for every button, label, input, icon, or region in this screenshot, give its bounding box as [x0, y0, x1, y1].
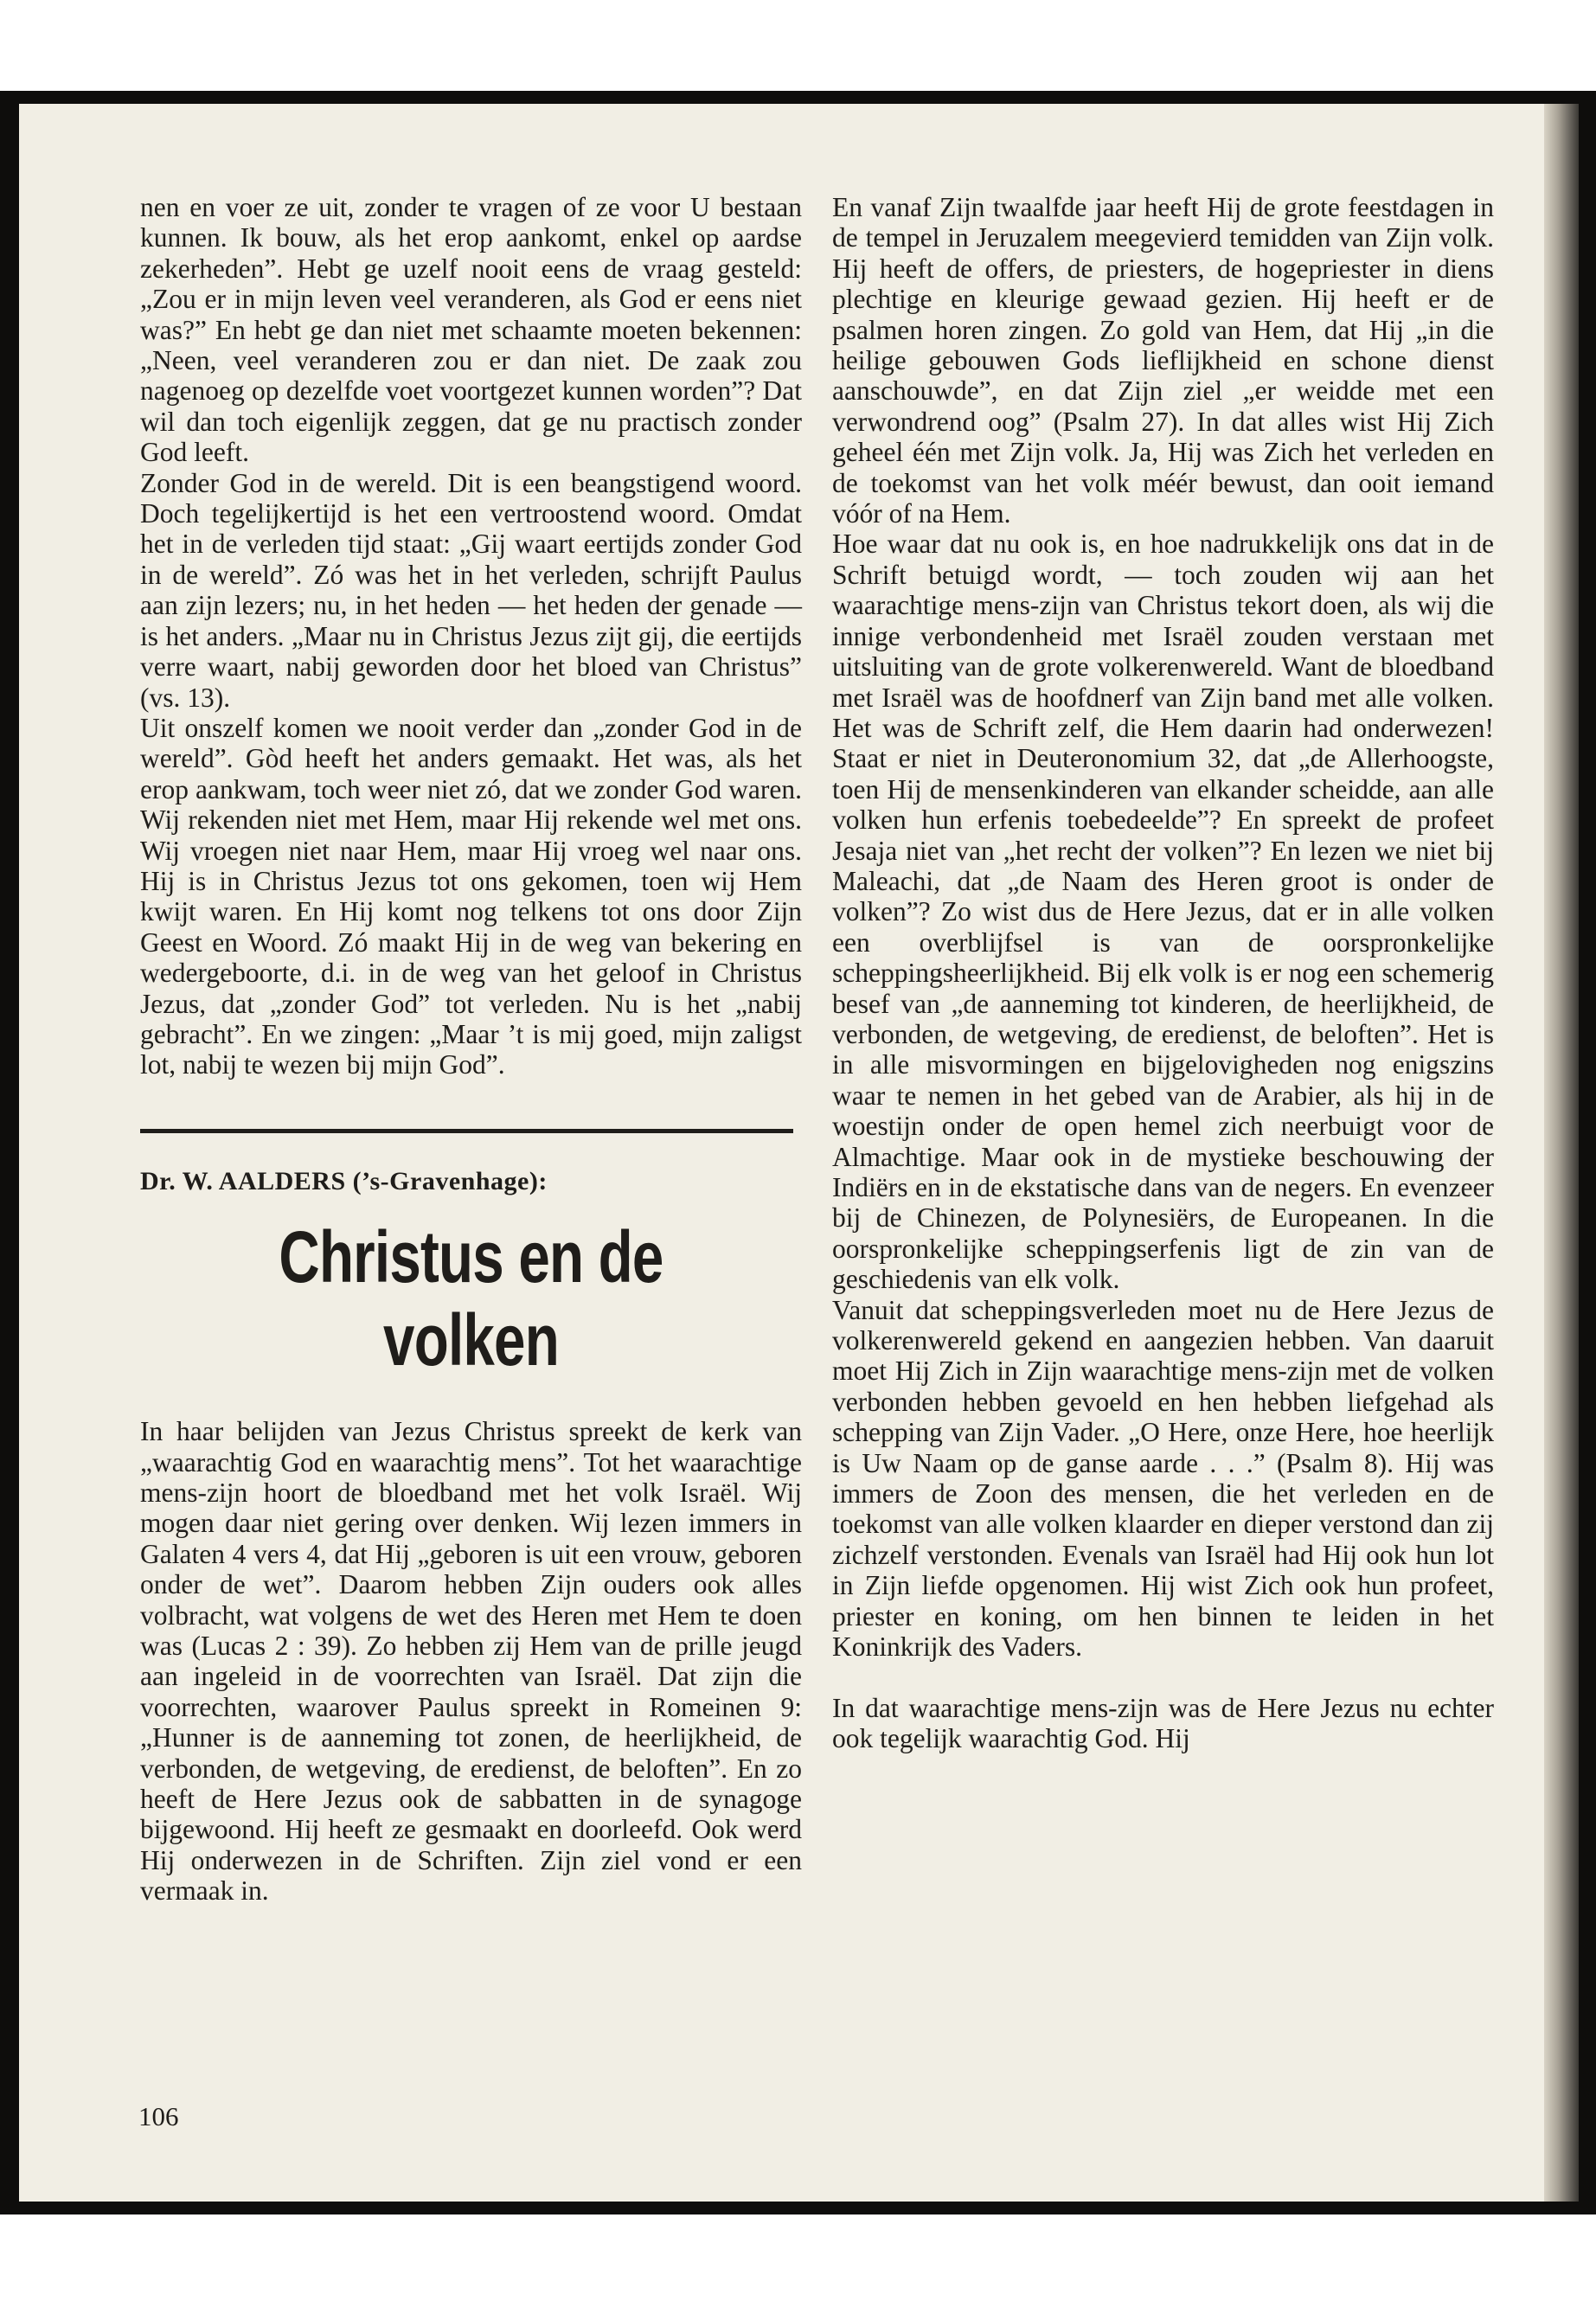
section-divider — [140, 1129, 793, 1133]
body-paragraph: In haar belijden van Jezus Christus spreekt de kerk van „waarachtig God en waarachtig mens”. Tot het waarachtige mens-zijn hoort de bloedband met het volk Israël. Wij mogen daar niet gering over denken. Wij lezen immers in Galaten 4 vers 4, dat Hij „geboren is uit een vrouw, geboren onder de wet”. Daarom hebben Zijn ouders ook alles volbracht, wat volgens de wet des Heren met Hem te doen was (Lucas 2 : 39). Zo hebben zij Hem van de prille jeugd aan ingeleid in de voorrechten van Israël. Dat zijn die voorrechten, waarover Paulus spreekt in Romeinen 9: „Hunner is de aanneming tot zonen, de heerlijkheid, de verbonden, de wetgeving, de eredienst, de beloften”. En zo heeft de Here Jezus ook de sabbatten in de synagoge bijgewoond. Hij heeft ze gesmaakt en doorleefd. Ook werd Hij onderwezen in de Schriften. Zijn ziel vond er een vermaak in. — [140, 1416, 802, 1907]
body-paragraph: Vanuit dat scheppingsverleden moet nu de Here Jezus de volkerenwereld gekend en aangezien hebben. Van daaruit moet Hij Zich in Zijn waarachtige mens-zijn met de volken verbonden hebben gevoeld en hen hebben liefgehad als schepping van Zijn Vader. „O Here, onze Here, hoe heerlijk is Uw Naam op de ganse aarde . . .” (Psalm 8). Hij was immers de Zoon des mensen, die het verleden en de toekomst van alle volken klaarder en dieper verstond dan zij zichzelf verstonden. Evenals van Israël had Hij ook hun lot in Zijn liefde opgenomen. Hij wist Zich ook hun profeet, priester en koning, om hen binnen te leiden in het Koninkrijk des Vaders. — [832, 1294, 1494, 1663]
intro-paragraph: Uit onszelf komen we nooit verder dan „zonder God in de wereld”. Gòd heeft het anders gemaakt. Het was, als het erop aankwam, toch weer niet zó, dat we zonder God waren. Wij rekenden niet met Hem, maar Hij rekende wel met ons. Wij vroegen niet naar Hem, maar Hij vroeg wel naar ons. Hij is in Christus Jezus tot ons gekomen, toen wij Hem kwijt waren. En Hij komt nog telkens tot ons door Zijn Geest en Woord. Zó maakt Hij in de weg van bekering en wedergeboorte, d.i. in de weg van het geloof in Christus Jezus, dat „zonder God” tot verleden. Nu is het „nabij gebracht”. En we zingen: „Maar ’t is mij goed, mijn zaligst lot, nabij te wezen bij mijn God”. — [140, 712, 802, 1080]
intro-paragraph: nen en voer ze uit, zonder te vragen of ze voor U bestaan kunnen. Ik bouw, als het erop aankomt, enkel op aardse zekerheden”. Hebt ge uzelf nooit eens de vraag gesteld: „Zou er in mijn leven veel veranderen, als God er eens niet was?” En hebt ge dan niet met schaamte moeten bekennen: „Neen, veel veranderen zou er dan niet. De zaak zou nagenoeg op dezelfde voet voortgezet kunnen worden”? Dat wil dan toch eigenlijk zeggen, dat ge nu practisch zonder God leeft. — [140, 192, 802, 468]
author-byline: Dr. W. AALDERS (’s-Gravenhage): — [140, 1166, 548, 1195]
body-paragraph: In dat waarachtige mens-zijn was de Here Jezus nu echter ook tegelijk waarachtig God. Hij — [832, 1692, 1494, 1753]
right-column — [832, 192, 1494, 1753]
page-spine-shadow — [1544, 104, 1579, 2202]
page-number: 106 — [138, 2101, 179, 2131]
intro-paragraph: Zonder God in de wereld. Dit is een beangstigend woord. Doch tegelijkertijd is het een vertroostend woord. Omdat het in de verleden tijd staat: „Gij waart eertijds zonder God in de wereld”. Zó was het in het verleden, schrijft Paulus aan zijn lezers; nu, in het heden — het heden der genade — is het anders. „Maar nu in Christus Jezus zijt gij, die eertijds verre waart, nabij geworden door het bloed van Christus” (vs. 13). — [140, 467, 802, 713]
left-column — [140, 192, 802, 1907]
article-title: Christus en de volken — [279, 1216, 663, 1381]
paragraph-gap — [832, 1663, 1494, 1693]
body-paragraph: Hoe waar dat nu ook is, en hoe nadrukkelijk ons dat in de Schrift betuigd wordt, — toch zouden wij aan het waarachtige mens-zijn van Christus tekort doen, als wij die innige verbondenheid met Israël zouden verstaan met uitsluiting van de grote volkerenwereld. Want de bloedband met Israël was de hoofdnerf van Zijn band met alle volken. Het was de Schrift zelf, die Hem daarin had onderwezen! Staat er niet in Deuteronomium 32, dat „de Allerhoogste, toen Hij de mensenkinderen van elkander scheidde, aan alle volken hun erfenis toebedeelde”? En spreekt de profeet Jesaja niet van „het recht der volken”? En lezen we niet bij Maleachi, dat „de Naam des Heren groot is onder de volken”? Zo wist dus de Here Jezus, dat er in alle volken een overblijfsel is van de oorspronkelijke scheppingsheerlijkheid. Bij elk volk is er nog een schemerig besef van „de aanneming tot kinderen, de heerlijkheid, de verbonden, de wetgeving, de eredienst, de beloften”. Het is in alle misvormingen en bijgelovigheden nog enigszins waar te nemen in het gebed van de Arabier, als hij in de woestijn onder de open hemel zich neerbuigt voor de Almachtige. Maar ook in de mystieke beschouwing der Indiërs en in de ekstatische dans van de negers. En evenzeer bij de Chinezen, de Polynesiërs, de Europeanen. In die oorspronkelijke scheppingserfenis ligt de zin van de geschiedenis van elk volk. — [832, 529, 1494, 1295]
body-paragraph: En vanaf Zijn twaalfde jaar heeft Hij de grote feestdagen in de tempel in Jeruzalem meegevierd temidden van Zijn volk. Hij heeft de offers, de priesters, de hogepriester in diens plechtige en kleurige gewaad gezien. Hij heeft er de psalmen horen zingen. Zo gold van Hem, dat Hij „in die heilige gebouwen Gods lieflijkheid en schone dienst aanschouwde”, en dat Zijn ziel „er weidde met een verwondrend oog” (Psalm 27). In dat alles wist Hij Zich geheel één met Zijn volk. Ja, Hij was Zich het verleden en de toekomst van het volk méér bewust, dan ooit iemand vóór of na Hem. — [832, 192, 1494, 529]
